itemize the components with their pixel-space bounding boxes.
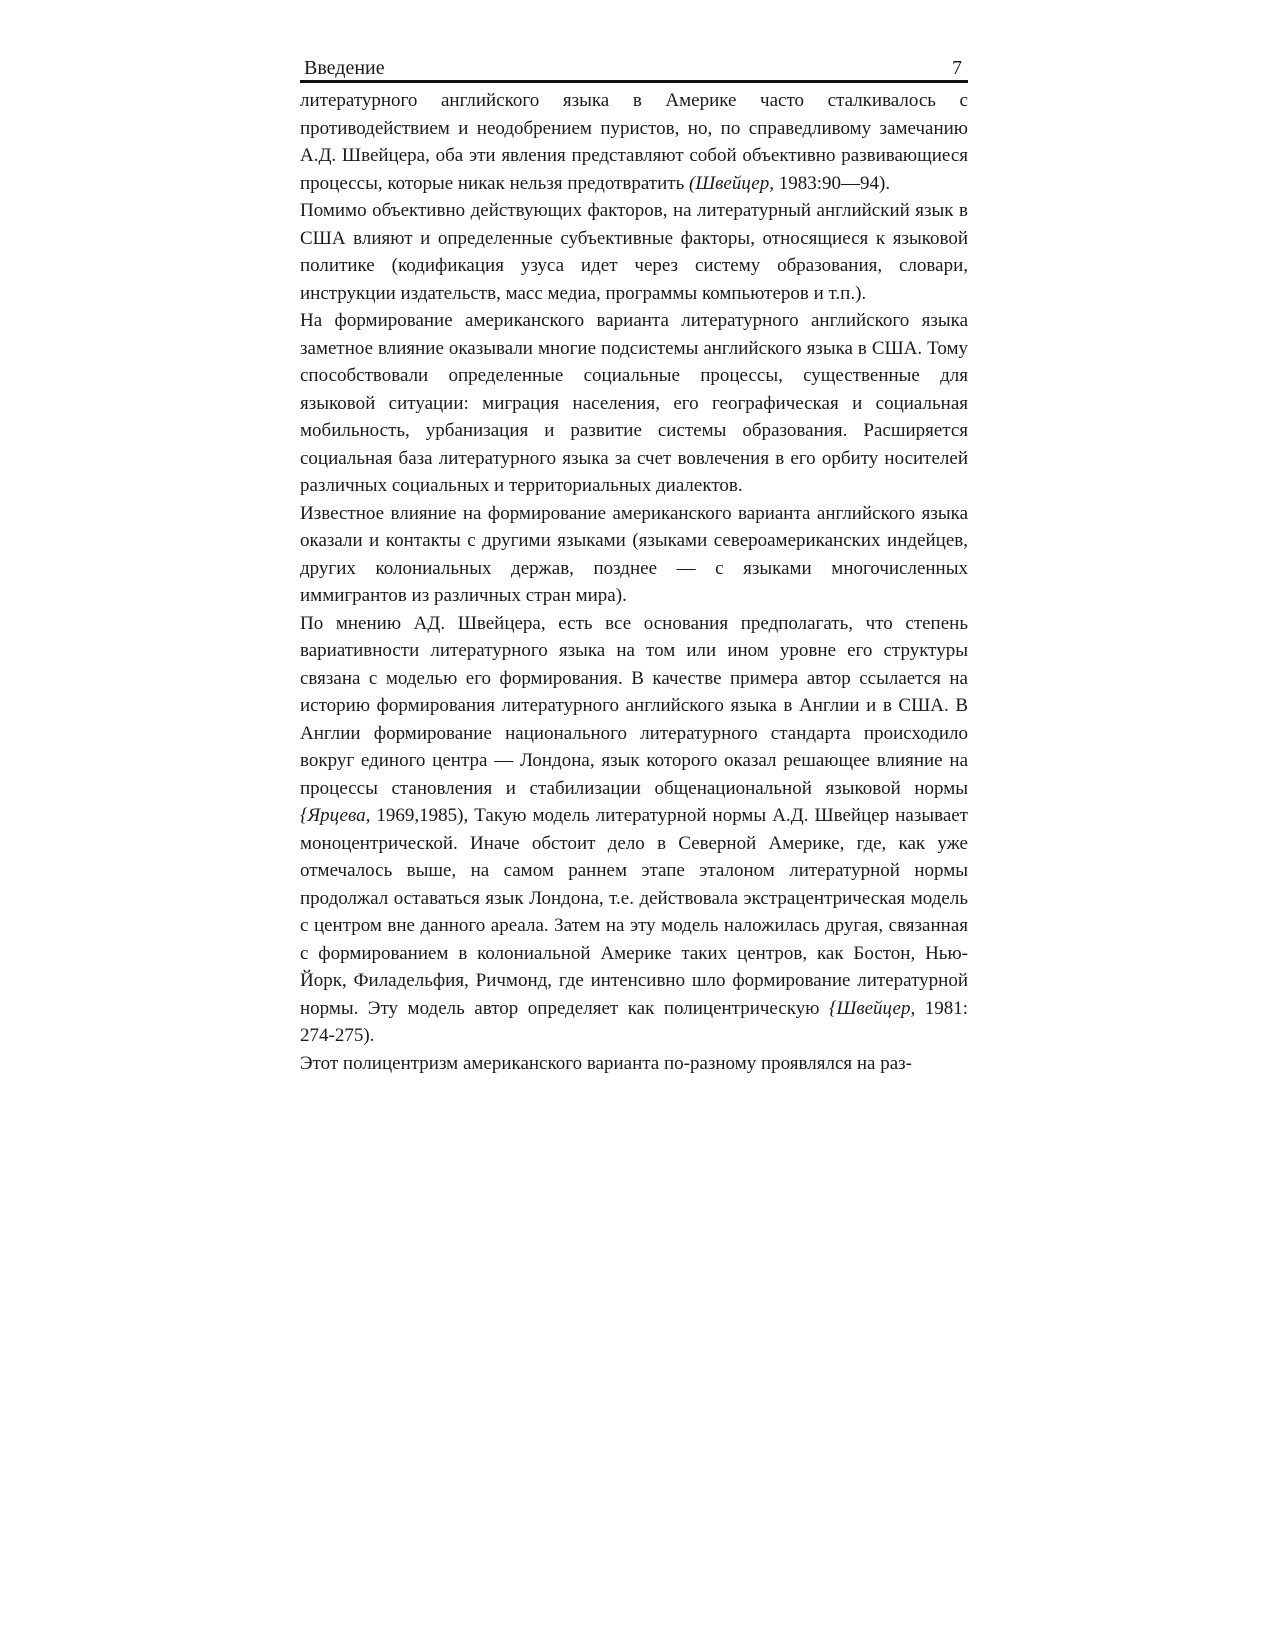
paragraph: Этот полицентризм американского варианта по-разному проявлялся на раз- — [300, 1052, 912, 1074]
body-text — [300, 87, 968, 1077]
paragraph: По мнению АД. Швейцера, есть все основания предполагать, что степень вариативности литературного языка на том или ином уровне его структуры связана с моделью его формирования. В качестве примера автор ссылается на историю формирования литературного английского языка в Англии и в США. В Англии формирование национального литературного стандарта происходило вокруг единого центра — Лондона, язык которого оказал решающее влияние на процессы становления и стабилизации общенациональной языковой нормы {Ярцева, 1969,1985), Такую модель литературной нормы А.Д. Швейцер называет моноцентрической. Иначе обстоит дело в Северной Америке, где, как уже отмечалось выше, на самом раннем этапе эталоном литературной нормы продолжал оставаться язык Лондона, т.е. действовала экстрацентрическая модель с центром вне данного ареала. Затем на эту модель наложилась другая, связанная с формированием в колониальной Америке таких центров, как Бостон, Нью-Йорк, Филадельфия, Ричмонд, где интенсивно шло формирование литературной нормы. Эту модель автор определяет как полицентрическую {Швейцер, 1981: 274-275). — [300, 612, 968, 1046]
page-number: 7 — [952, 57, 962, 79]
document-page — [300, 56, 968, 1077]
paragraph: На формирование американского варианта литературного английского языка заметное влияние оказывали многие подсистемы английского языка в США. Тому способствовали определенные социальные процессы, существенные для языковой ситуации: миграция населения, его географическая и социальная мобильность, урбанизация и развитие системы образования. Расширяется социальная база литературного языка за счет вовлечения в его орбиту носителей различных социальных и территориальных диалектов. — [300, 310, 968, 496]
paragraph: Известное влияние на формирование американского варианта английского языка оказали и контакты с другими языками (языками североамериканских индейцев, других колониальных держав, позднее — с языками многочисленных иммигрантов из различных стран мира). — [300, 502, 968, 606]
chapter-title: Введение — [304, 57, 385, 79]
running-header — [300, 56, 968, 83]
paragraph: Помимо объективно действующих факторов, на литературный английский язык в США влияют и определенные субъективные факторы, относящиеся к языковой политике (кодификация узуса идет через систему образования, словари, инструкции издательств, масс медиа, программы компьютеров и т.п.). — [300, 200, 968, 304]
paragraph: литературного английского языка в Америке часто сталкивалось с противодействием и неодобрением пуристов, но, по справедливому замечанию А.Д. Швейцера, оба эти явления представляют собой объективно развивающиеся процессы, которые никак нельзя предотвратить (Швейцер, 1983:90—94). — [300, 90, 968, 194]
